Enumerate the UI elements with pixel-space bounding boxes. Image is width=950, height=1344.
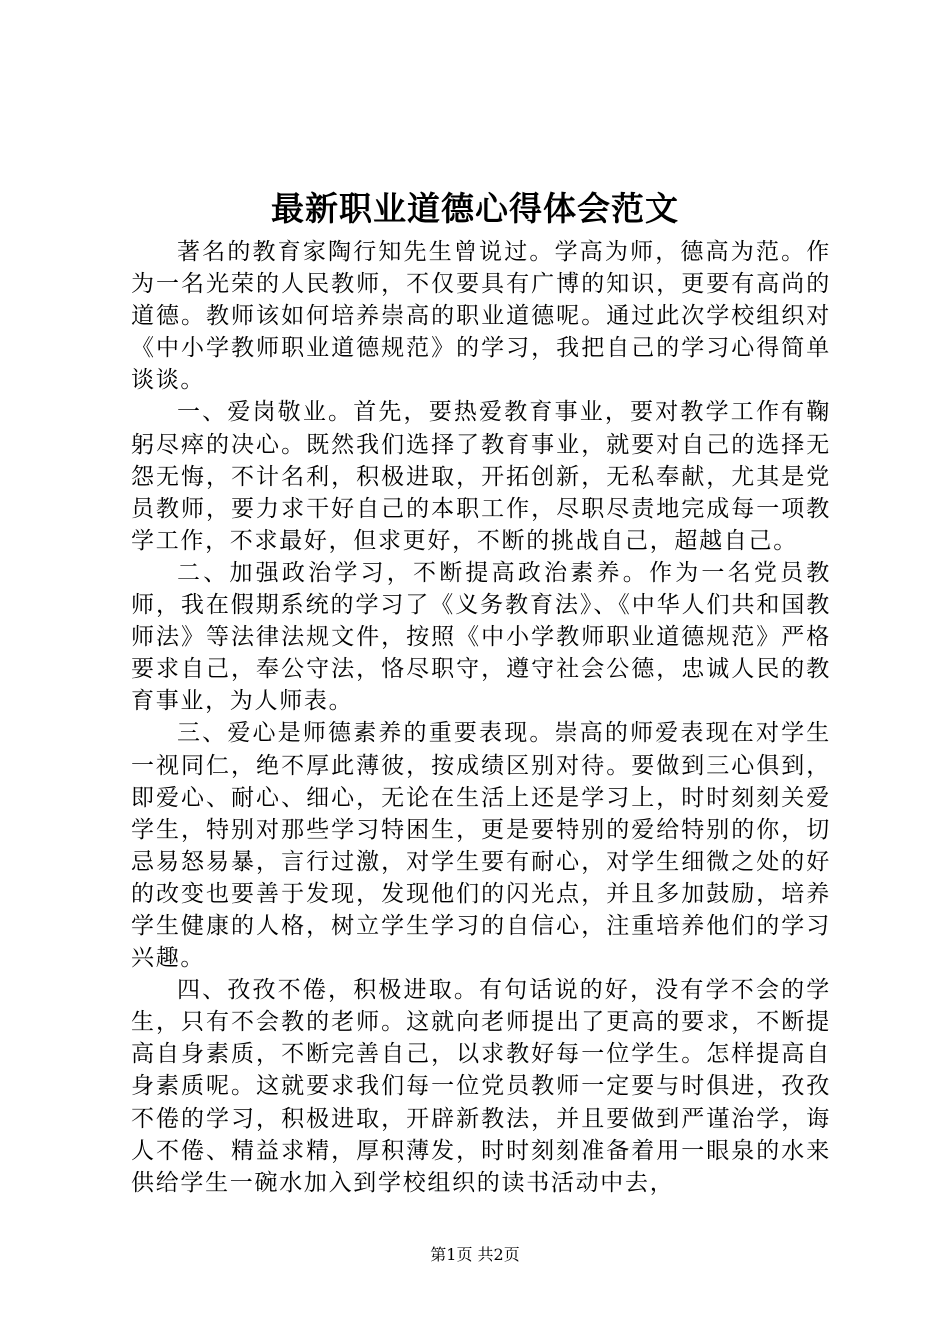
document-body	[131, 236, 831, 1199]
paragraph-section-3: 三、爱心是师德素养的重要表现。崇高的师爱表现在对学生一视同仁，绝不厚此薄彼，按成绩区别对待。要做到三心俱到，即爱心、耐心、细心，无论在生活上还是学习上，时时刻刻关爱学生，特别对那些学习特困生，更是要特别的爱给特别的你，切忌易怒易暴，言行过激，对学生要有耐心，对学生细微之处的好的改变也要善于发现，发现他们的闪光点，并且多加鼓励，培养学生健康的人格，树立学生学习的自信心，注重培养他们的学习兴趣。	[131, 720, 831, 972]
document-title: 最新职业道德心得体会范文	[271, 189, 679, 228]
paragraph-intro: 著名的教育家陶行知先生曾说过。学高为师，德高为范。作为一名光荣的人民教师，不仅要具有广博的知识，更要有高尚的道德。教师该如何培养崇高的职业道德呢。通过此次学校组织对《中小学教师职业道德规范》的学习，我把自己的学习心得简单谈谈。	[131, 239, 831, 394]
paragraph-section-2: 二、加强政治学习，不断提高政治素养。作为一名党员教师，我在假期系统的学习了《义务教育法》、《中华人们共和国教师法》等法律法规文件，按照《中小学教师职业道德规范》严格要求自己，奉公守法，恪尽职守，遵守社会公德，忠诚人民的教育事业，为人师表。	[131, 559, 831, 715]
paragraph-section-1: 一、爱岗敬业。首先，要热爱教育事业，要对教学工作有鞠躬尽瘁的决心。既然我们选择了教育事业，就要对自己的选择无怨无悔，不计名利，积极进取，开拓创新，无私奉献，尤其是党员教师，要力求干好自己的本职工作，尽职尽责地完成每一项教学工作，不求最好，但求更好，不断的挑战自己，超越自己。	[131, 399, 831, 554]
paragraph-section-4: 四、孜孜不倦，积极进取。有句话说的好，没有学不会的学生，只有不会教的老师。这就向老师提出了更高的要求，不断提高自身素质，不断完善自己，以求教好每一位学生。怎样提高自身素质呢。这就要求我们每一位党员教师一定要与时俱进，孜孜不倦的学习，积极进取，开辟新教法，并且要做到严谨治学，诲人不倦、精益求精，厚积薄发，时时刻刻准备着用一眼泉的水来供给学生一碗水加入到学校组织的读书活动中去，	[131, 977, 831, 1196]
page-footer: 第1页 共2页	[430, 1245, 520, 1264]
